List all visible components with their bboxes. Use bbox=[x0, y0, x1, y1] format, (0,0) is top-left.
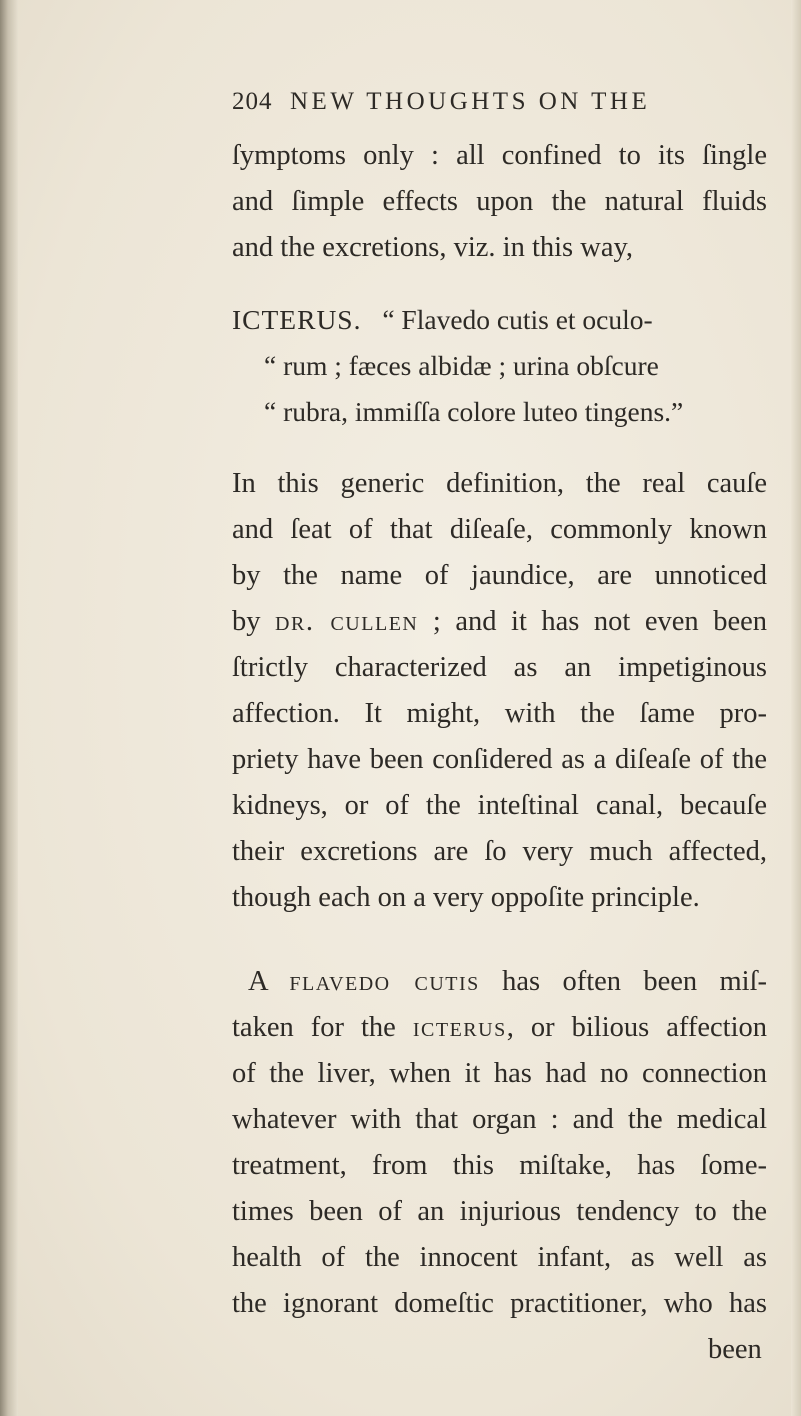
text-line bbox=[232, 1012, 767, 1044]
icterus-term: ICTERUS. bbox=[232, 304, 362, 335]
quote-line bbox=[232, 304, 653, 336]
text-fragment: by bbox=[232, 606, 261, 637]
text-line: priety have been conſidered as a diſeaſe of the bbox=[232, 744, 767, 775]
term-flavedo-cutis: flavedo cutis bbox=[289, 966, 480, 997]
text-line: and ſeat of that diſeaſe, commonly known bbox=[232, 514, 767, 545]
quote-line: “ rubra, immiſſa colore luteo tingens.” bbox=[264, 396, 684, 427]
text-line: ſymptoms only : all confined to its ſingle bbox=[232, 140, 767, 171]
text-line bbox=[248, 966, 767, 998]
term-icterus: icterus bbox=[412, 1012, 507, 1043]
text-line: times been of an injurious tendency to the bbox=[232, 1196, 767, 1227]
text-fragment: taken for the bbox=[232, 1012, 396, 1043]
text-line: and the excretions, viz. in this way, bbox=[232, 232, 634, 263]
text-line: In this generic definition, the real cauſe bbox=[232, 468, 767, 499]
text-line: affection. It might, with the ſame pro- bbox=[232, 698, 767, 729]
text-line: and ſimple effects upon the natural fluids bbox=[232, 186, 767, 217]
text-line: their excretions are ſo very much affected, bbox=[232, 836, 767, 867]
text-fragment: , or bilious affection bbox=[506, 1012, 767, 1043]
author-name-cullen: dr. cullen bbox=[275, 606, 419, 637]
text-line: the ignorant domeſtic practitioner, who has bbox=[232, 1288, 767, 1319]
text-line: whatever with that organ : and the medical bbox=[232, 1104, 767, 1135]
text-line bbox=[232, 606, 767, 638]
page-header bbox=[0, 88, 801, 128]
text-line: of the liver, when it has had no connection bbox=[232, 1058, 767, 1089]
text-line: kidneys, or of the inteſtinal canal, becauſe bbox=[232, 790, 767, 821]
quote-line: “ rum ; fæces albidæ ; urina obſcure bbox=[264, 350, 659, 381]
text-fragment: has often been miſ- bbox=[502, 966, 768, 997]
quote-text: “ Flavedo cutis et oculo- bbox=[382, 304, 653, 335]
text-fragment: ; and it has not even been bbox=[432, 606, 767, 637]
text-line: though each on a very oppoſite principle. bbox=[232, 882, 700, 913]
page-number: 204 bbox=[232, 88, 273, 115]
text-fragment: A bbox=[248, 966, 268, 997]
text-line: by the name of jaundice, are unnoticed bbox=[232, 560, 767, 591]
page-edge bbox=[791, 0, 801, 1416]
text-line: ſtrictly characterized as an impetiginous bbox=[232, 652, 767, 683]
catchword: been bbox=[708, 1334, 762, 1365]
text-line: health of the innocent infant, as well as bbox=[232, 1242, 767, 1273]
book-spine-shadow bbox=[0, 0, 18, 1416]
text-line: treatment, from this miſtake, has ſome- bbox=[232, 1150, 767, 1181]
running-title: NEW THOUGHTS ON THE bbox=[290, 88, 651, 115]
